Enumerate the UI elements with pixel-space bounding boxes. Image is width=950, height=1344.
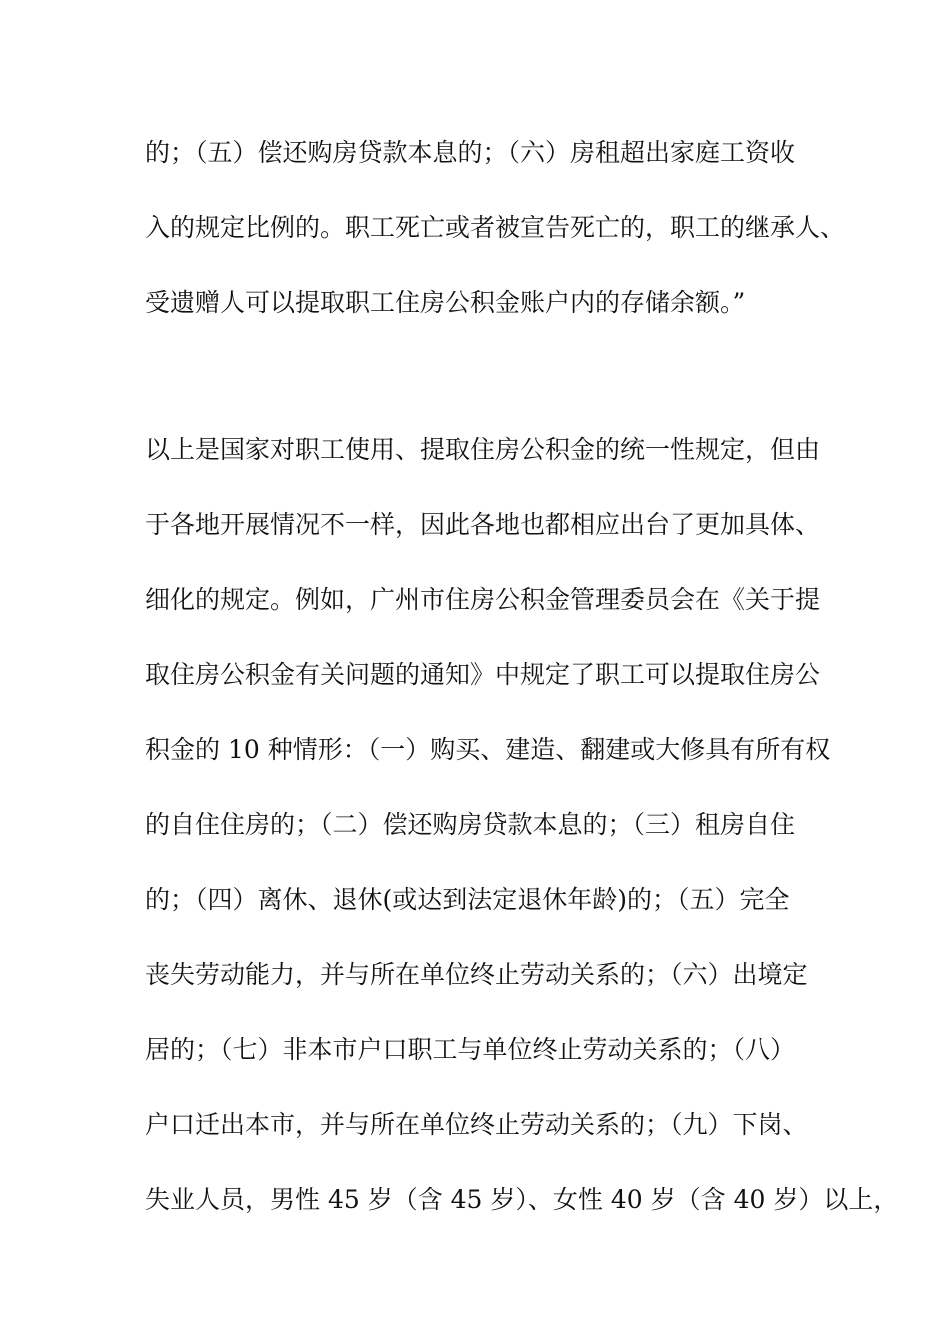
text-line: 的；（五）偿还购房贷款本息的；（六）房租超出家庭工资收 [145, 138, 796, 167]
text-line: 失业人员，男性 45 岁（含 45 岁）、女性 40 岁（含 40 岁）以上， [145, 1185, 899, 1214]
text-line: 以上是国家对职工使用、提取住房公积金的统一性规定，但由 [145, 435, 821, 464]
text-line: 居的；（七）非本市户口职工与单位终止劳动关系的；（八） [145, 1035, 796, 1064]
text-line: 户口迁出本市，并与所在单位终止劳动关系的；（九）下岗、 [145, 1110, 808, 1139]
text-line: 细化的规定。例如，广州市住房公积金管理委员会在《关于提 [145, 585, 821, 614]
text-line: 受遗赠人可以提取职工住房公积金账户内的存储余额。” [145, 288, 746, 317]
text-line: 入的规定比例的。职工死亡或者被宣告死亡的，职工的继承人、 [145, 213, 846, 242]
text-line: 取住房公积金有关问题的通知》中规定了职工可以提取住房公 [145, 660, 821, 689]
text-line: 积金的 10 种情形：（一）购买、建造、翻建或大修具有所有权 [145, 735, 831, 764]
text-line: 的自住住房的；（二）偿还购房贷款本息的；（三）租房自住 [145, 810, 796, 839]
text-line: 的；（四）离休、退休(或达到法定退休年龄)的；（五）完全 [145, 885, 790, 914]
text-line: 丧失劳动能力，并与所在单位终止劳动关系的；（六）出境定 [145, 960, 808, 989]
text-line: 于各地开展情况不一样，因此各地也都相应出台了更加具体、 [145, 510, 821, 539]
